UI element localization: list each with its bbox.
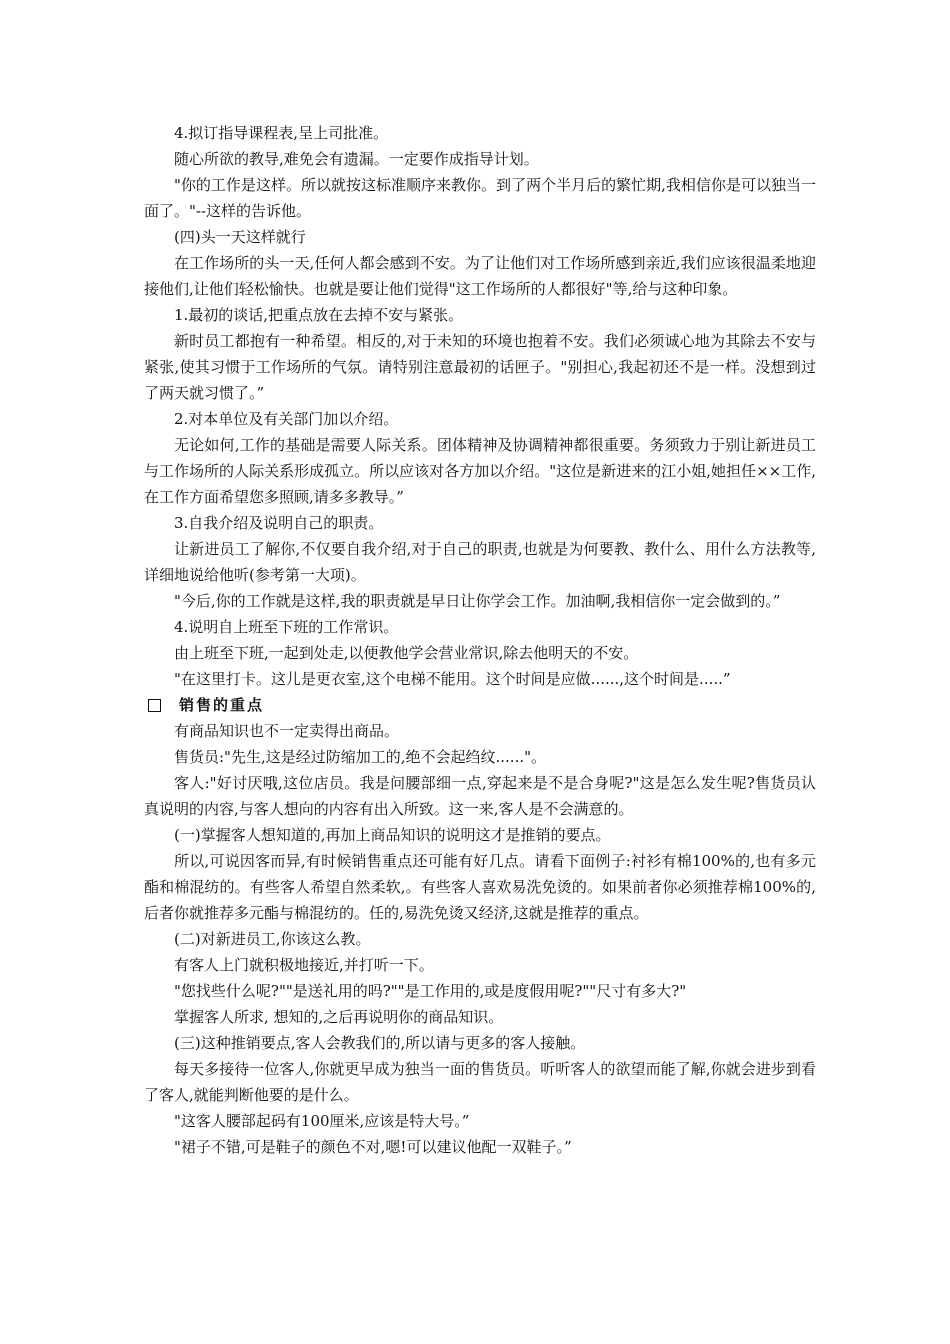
paragraph: 由上班至下班,一起到处走,以便教他学会营业常识,除去他明天的不安。 (174, 644, 639, 662)
paragraph: "您找些什么呢?""是送礼用的吗?""是工作用的,或是度假用呢?""尺寸有多大?" (174, 982, 687, 1000)
paragraph: 4.拟订指导课程表,呈上司批准。 (174, 124, 389, 142)
paragraph: "裙子不错,可是鞋子的颜色不对,嗯!可以建议他配一双鞋子。” (174, 1138, 572, 1156)
paragraph: (三)这种推销要点,客人会教我们的,所以请与更多的客人接触。 (174, 1034, 586, 1052)
document-body-before (144, 120, 816, 692)
paragraph: 有商品知识也不一定卖得出商品。 (174, 722, 400, 740)
section-heading (144, 692, 816, 718)
paragraph: 客人:"好讨厌哦,这位店员。我是问腰部细一点,穿起来是不是合身呢?"这是怎么发生呢?售货员认真说明的内容,与客人想向的内容有出入所致。这一来,客人是不会满意的。 (144, 774, 816, 818)
paragraph: 所以,可说因客而异,有时候销售重点还可能有好几点。请看下面例子:衬衫有棉100%的,也有多元酯和棉混纺的。有些客人希望自然柔软,。有些客人喜欢易洗免烫的。如果前者你必须推荐棉100%的,后者你就推荐多元酯与棉混纺的。任的,易洗免烫又经济,这就是推荐的重点。 (144, 852, 816, 922)
paragraph: (二)对新进员工,你该这么教。 (174, 930, 371, 948)
paragraph: (四)头一天这样就行 (174, 228, 306, 246)
paragraph: 2.对本单位及有关部门加以介绍。 (174, 410, 399, 428)
paragraph: 4.说明自上班至下班的工作常识。 (174, 618, 399, 636)
paragraph: "这客人腰部起码有100厘米,应该是特大号。” (174, 1112, 470, 1130)
paragraph: 有客人上门就积极地接近,并打听一下。 (174, 956, 434, 974)
paragraph: "今后,你的工作就是这样,我的职责就是早日让你学会工作。加油啊,我相信你一定会做到的。” (174, 592, 781, 610)
paragraph: 1.最初的谈话,把重点放在去掉不安与紧张。 (174, 306, 464, 324)
paragraph: 每天多接待一位客人,你就更早成为独当一面的售货员。听听客人的欲望而能了解,你就会进步到看了客人,就能判断他要的是什么。 (144, 1060, 816, 1104)
paragraph: 在工作场所的头一天,任何人都会感到不安。为了让他们对工作场所感到亲近,我们应该很温柔地迎接他们,让他们轻松愉快。也就是要让他们觉得"这工作场所的人都很好"等,给与这种印象。 (144, 254, 816, 298)
checkbox-square-icon (148, 699, 161, 712)
document-page (144, 120, 816, 1160)
paragraph: "你的工作是这样。所以就按这标准顺序来教你。到了两个半月后的繁忙期,我相信你是可以独当一面了。"--这样的告诉他。 (144, 176, 816, 220)
paragraph: 新时员工都抱有一种希望。相反的,对于未知的环境也抱着不安。我们必须诚心地为其除去不安与紧张,使其习惯于工作场所的气氛。请特别注意最初的话匣子。"别担心,我起初还不是一样。没想到过了两天就习惯了。” (144, 332, 816, 402)
paragraph: 随心所欲的教导,难免会有遗漏。一定要作成指导计划。 (174, 150, 539, 168)
paragraph: 掌握客人所求, 想知的,之后再说明你的商品知识。 (174, 1008, 504, 1026)
paragraph: (一)掌握客人想知道的,再加上商品知识的说明这才是推销的要点。 (174, 826, 611, 844)
paragraph: 售货员:"先生,这是经过防缩加工的,绝不会起绉纹......"。 (174, 748, 546, 766)
section-heading-text: 销售的重点 (179, 696, 265, 714)
paragraph: 让新进员工了解你,不仅要自我介绍,对于自己的职责,也就是为何要教、教什么、用什么方法教等,详细地说给他听(参考第一大项)。 (144, 540, 816, 584)
paragraph: "在这里打卡。这儿是更衣室,这个电梯不能用。这个时间是应做......,这个时间是.....” (174, 670, 731, 688)
paragraph: 3.自我介绍及说明自己的职责。 (174, 514, 384, 532)
paragraph: 无论如何,工作的基础是需要人际关系。团体精神及协调精神都很重要。务须致力于别让新进员工与工作场所的人际关系形成孤立。所以应该对各方加以介绍。"这位是新进来的江小姐,她担任××工作,在工作方面希望您多照顾,请多多教导。” (144, 436, 816, 506)
document-body-after (144, 718, 816, 1160)
